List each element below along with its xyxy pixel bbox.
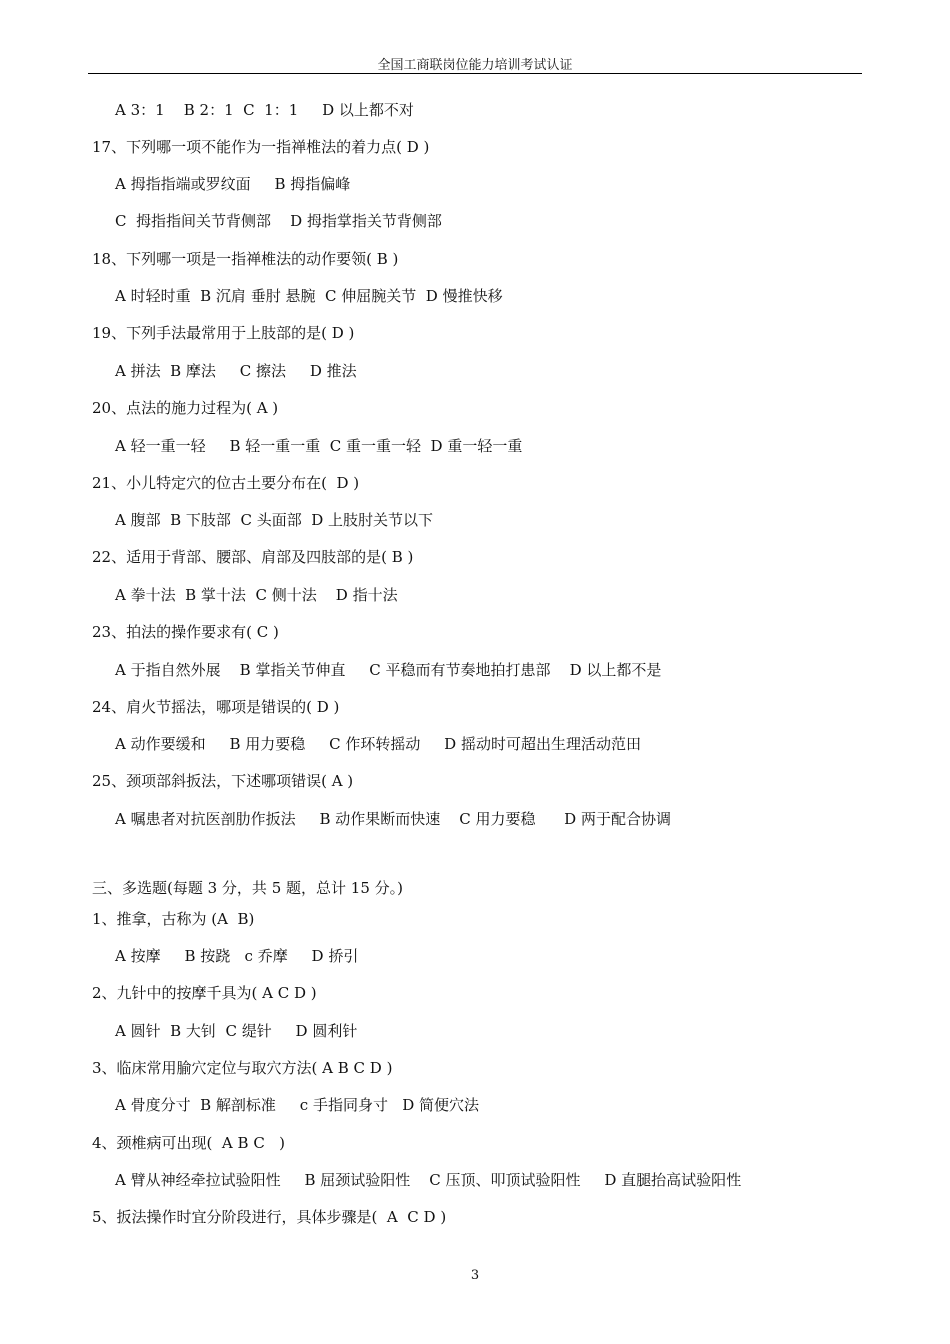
question-23: 23、拍法的操作要求有( C ) xyxy=(92,623,279,641)
options-line: A 轻一重一轻 B 轻一重一重 C 重一重一轻 D 重一轻一重 xyxy=(115,437,523,455)
question-22: 22、适用于背部、腰部、肩部及四肢部的是( B ) xyxy=(92,548,414,566)
question-20: 20、点法的施力过程为( A ) xyxy=(92,399,279,417)
options-line: A 拼法 B 摩法 C 擦法 D 推法 xyxy=(115,362,357,380)
options-line: A 腹部 B 下肢部 C 头面部 D 上肢肘关节以下 xyxy=(115,511,434,529)
question-17: 17、下列哪一项不能作为一指禅椎法的着力点( D ) xyxy=(92,138,430,156)
options-line: A 按摩 B 按跷 c 乔摩 D 挢引 xyxy=(115,947,359,965)
question-m5: 5、扳法操作时宜分阶段进行，具体步骤是( A C D ) xyxy=(92,1208,447,1226)
options-line: A 臂从神经牵拉试验阳性 B 屈颈试验阳性 C 压顶、叩顶试验阳性 D 直腿抬高试验阳性 xyxy=(115,1171,742,1189)
header-rule xyxy=(88,73,862,74)
question-m2: 2、九针中的按摩千具为( A C D ) xyxy=(92,984,317,1002)
question-18: 18、下列哪一项是一指禅椎法的动作要领( B ) xyxy=(92,250,399,268)
section-heading: 三、多选题(每题 3 分，共 5 题，总计 15 分。) xyxy=(92,879,403,897)
options-line: A 动作要缓和 B 用力要稳 C 作环转摇动 D 摇动时可超出生理活动范田 xyxy=(115,735,641,753)
page-number: 3 xyxy=(470,1268,480,1283)
question-19: 19、下列手法最常用于上肢部的是( D ) xyxy=(92,324,355,342)
options-line: A 骨度分寸 B 解剖标准 c 手指同身寸 D 简便穴法 xyxy=(115,1096,480,1114)
options-line: A 圆针 B 大钊 C 缇针 D 圆利针 xyxy=(115,1022,358,1040)
question-21: 21、小儿特定穴的位古土要分布在( D ) xyxy=(92,474,360,492)
options-line: A 拳十法 B 掌十法 C 侧十法 D 指十法 xyxy=(115,586,398,604)
question-m3: 3、临床常用腧穴定位与取穴方法( A B C D ) xyxy=(92,1059,393,1077)
options-line: C 拇指指间关节背侧部 D 拇指掌指关节背侧部 xyxy=(115,212,442,230)
options-line: A 于指自然外展 B 掌指关节伸直 C 平稳而有节奏地拍打患部 D 以上都不是 xyxy=(115,661,662,679)
options-line: A 时轻时重 B 沉肩 垂肘 悬腕 C 伸屈腕关节 D 慢推快移 xyxy=(115,287,503,305)
question-25: 25、颈项部斜扳法，下述哪项错误( A ) xyxy=(92,772,354,790)
options-line: A 3：1 B 2：1 C 1：1 D 以上都不对 xyxy=(115,101,414,119)
question-24: 24、肩火节摇法，哪项是错误的( D ) xyxy=(92,698,340,716)
question-m1: 1、推拿，古称为 (A B) xyxy=(92,910,255,928)
page-header: 全国工商联岗位能力培训考试认证 xyxy=(377,58,573,73)
options-line: A 拇指指端或罗纹面 B 拇指偏峰 xyxy=(115,175,351,193)
options-line: A 嘱患者对抗医剖肋作扳法 B 动作果断而快速 C 用力要稳 D 两于配合协调 xyxy=(115,810,671,828)
question-m4: 4、颈椎病可出现( A B C ) xyxy=(92,1134,285,1152)
